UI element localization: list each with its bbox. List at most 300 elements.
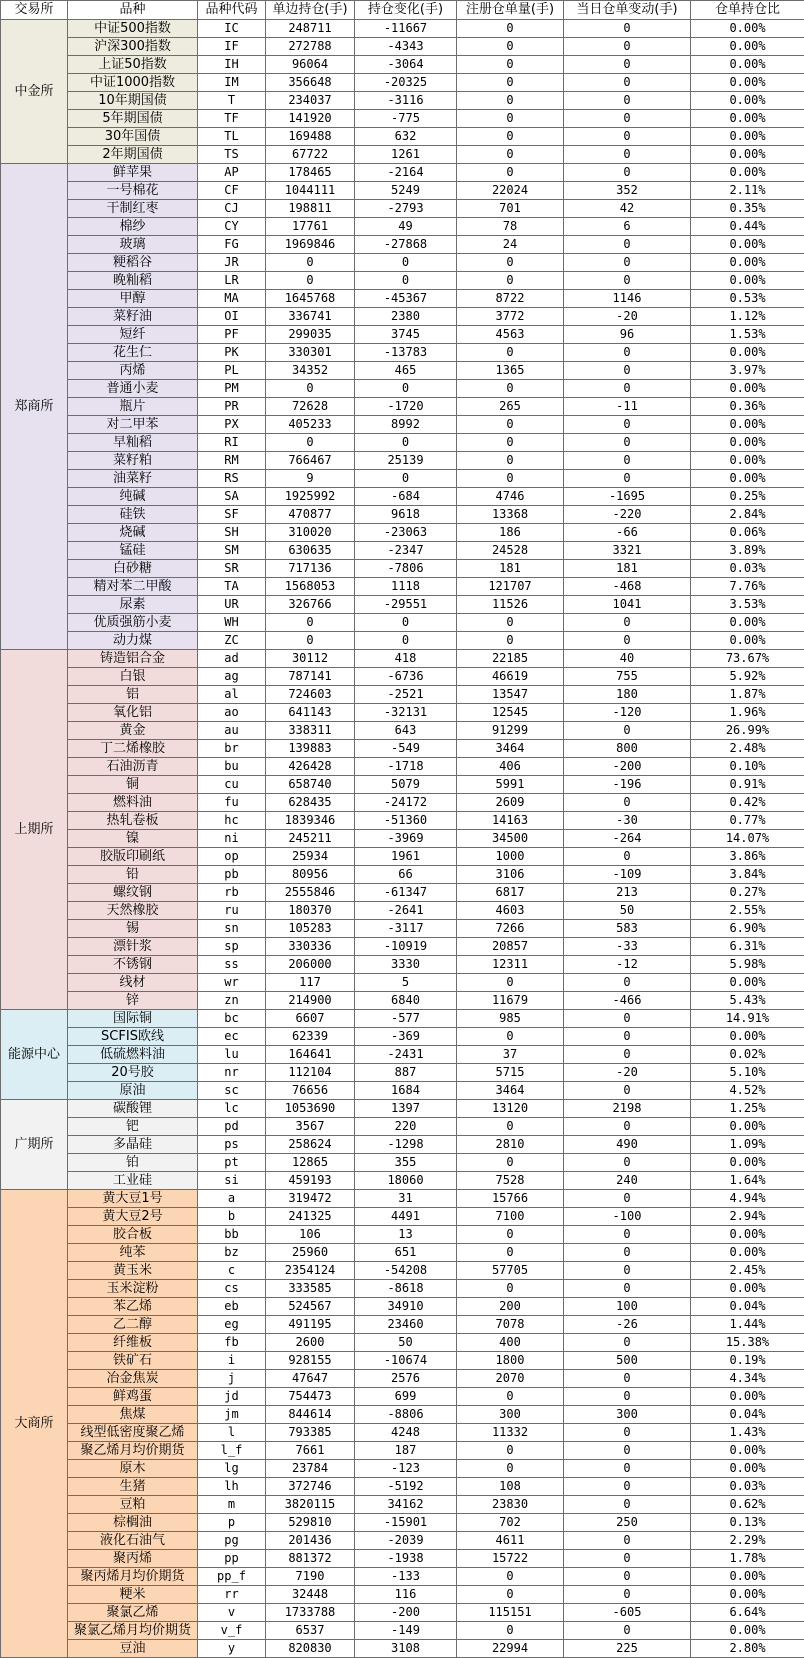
warrant-change-cell: 96 (564, 326, 691, 344)
warrant-ratio-cell: 2.55% (691, 902, 804, 920)
warrants-cell: 57705 (457, 1262, 564, 1280)
warrants-cell: 7078 (457, 1316, 564, 1334)
warrant-ratio-cell: 5.10% (691, 1064, 804, 1082)
warrant-change-cell: 0 (564, 1010, 691, 1028)
warrants-cell: 0 (457, 74, 564, 92)
code-cell: op (198, 848, 266, 866)
warrants-cell: 0 (457, 1118, 564, 1136)
warrant-ratio-cell: 0.77% (691, 812, 804, 830)
warrant-ratio-cell: 0.00% (691, 416, 804, 434)
table-row (1, 668, 804, 686)
warrant-ratio-cell: 0.00% (691, 1280, 804, 1298)
warrants-cell: 186 (457, 524, 564, 542)
warrant-ratio-cell: 0.00% (691, 38, 804, 56)
variety-cell: 生猪 (68, 1478, 198, 1496)
code-cell: bu (198, 758, 266, 776)
table-row (1, 254, 804, 272)
code-cell: TF (198, 110, 266, 128)
warrant-change-cell: 0 (564, 452, 691, 470)
open-interest-cell: 214900 (266, 992, 355, 1010)
warrant-ratio-cell: 5.98% (691, 956, 804, 974)
warrant-ratio-cell: 0.00% (691, 1244, 804, 1262)
variety-cell: 普通小麦 (68, 380, 198, 398)
warrants-cell: 0 (457, 1280, 564, 1298)
warrants-cell: 0 (457, 632, 564, 650)
open-interest-cell: 787141 (266, 668, 355, 686)
warrant-ratio-cell: 3.89% (691, 542, 804, 560)
code-cell: PM (198, 380, 266, 398)
code-cell: PK (198, 344, 266, 362)
warrants-cell: 400 (457, 1334, 564, 1352)
code-cell: cs (198, 1280, 266, 1298)
warrants-cell: 0 (457, 1028, 564, 1046)
warrant-change-cell: 0 (564, 92, 691, 110)
warrants-cell: 3772 (457, 308, 564, 326)
oi-change-cell: 50 (355, 1334, 457, 1352)
code-cell: sp (198, 938, 266, 956)
open-interest-cell: 62339 (266, 1028, 355, 1046)
variety-cell: 上证50指数 (68, 56, 198, 74)
code-cell: MA (198, 290, 266, 308)
table-row (1, 866, 804, 884)
warrants-cell: 300 (457, 1406, 564, 1424)
variety-cell: 原木 (68, 1460, 198, 1478)
oi-change-cell: 220 (355, 1118, 457, 1136)
warrants-cell: 1365 (457, 362, 564, 380)
variety-cell: 5年期国债 (68, 110, 198, 128)
oi-change-cell: -133 (355, 1568, 457, 1586)
variety-cell: 天然橡胶 (68, 902, 198, 920)
warrants-cell: 406 (457, 758, 564, 776)
table-row (1, 1352, 804, 1370)
warrant-ratio-cell: 0.00% (691, 1118, 804, 1136)
oi-change-cell: 6840 (355, 992, 457, 1010)
open-interest-cell: 7190 (266, 1568, 355, 1586)
oi-change-cell: 1118 (355, 578, 457, 596)
warrant-change-cell: 0 (564, 1082, 691, 1100)
warrant-ratio-cell: 0.00% (691, 974, 804, 992)
open-interest-cell: 1969846 (266, 236, 355, 254)
warrant-ratio-cell: 5.43% (691, 992, 804, 1010)
code-cell: pb (198, 866, 266, 884)
open-interest-cell: 47647 (266, 1370, 355, 1388)
open-interest-cell: 6537 (266, 1622, 355, 1640)
variety-cell: 干制红枣 (68, 200, 198, 218)
table-row (1, 326, 804, 344)
table-row (1, 236, 804, 254)
warrant-ratio-cell: 1.87% (691, 686, 804, 704)
code-cell: p (198, 1514, 266, 1532)
open-interest-cell: 169488 (266, 128, 355, 146)
warrant-change-cell: 0 (564, 434, 691, 452)
oi-change-cell: -684 (355, 488, 457, 506)
open-interest-cell: 333585 (266, 1280, 355, 1298)
warrant-ratio-cell: 2.94% (691, 1208, 804, 1226)
oi-change-cell: 66 (355, 866, 457, 884)
warrant-change-cell: 0 (564, 38, 691, 56)
open-interest-cell: 3567 (266, 1118, 355, 1136)
oi-change-cell: -29551 (355, 596, 457, 614)
oi-change-cell: -2431 (355, 1046, 457, 1064)
table-row (1, 776, 804, 794)
warrant-ratio-cell: 0.00% (691, 344, 804, 362)
open-interest-cell: 164641 (266, 1046, 355, 1064)
header-open-interest: 单边持仓(手) (266, 1, 355, 20)
variety-cell: 瓶片 (68, 398, 198, 416)
table-row (1, 632, 804, 650)
table-row (1, 1064, 804, 1082)
open-interest-cell: 338311 (266, 722, 355, 740)
oi-change-cell: 643 (355, 722, 457, 740)
variety-cell: 聚氯乙烯 (68, 1604, 198, 1622)
warrant-ratio-cell: 3.97% (691, 362, 804, 380)
variety-cell: 花生仁 (68, 344, 198, 362)
warrant-change-cell: 0 (564, 1280, 691, 1298)
exchange-cell: 上期所 (1, 650, 68, 1010)
warrant-change-cell: -605 (564, 1604, 691, 1622)
open-interest-cell: 754473 (266, 1388, 355, 1406)
code-cell: eb (198, 1298, 266, 1316)
code-cell: v_f (198, 1622, 266, 1640)
table-row (1, 164, 804, 182)
oi-change-cell: -369 (355, 1028, 457, 1046)
oi-change-cell: -23063 (355, 524, 457, 542)
variety-cell: 晚籼稻 (68, 272, 198, 290)
warrant-change-cell: 3321 (564, 542, 691, 560)
warrants-cell: 265 (457, 398, 564, 416)
table-row (1, 902, 804, 920)
oi-change-cell: 1961 (355, 848, 457, 866)
warrant-ratio-cell: 0.35% (691, 200, 804, 218)
open-interest-cell: 658740 (266, 776, 355, 794)
variety-cell: 中证1000指数 (68, 74, 198, 92)
variety-cell: 锰硅 (68, 542, 198, 560)
open-interest-cell: 372746 (266, 1478, 355, 1496)
code-cell: TL (198, 128, 266, 146)
oi-change-cell: -2164 (355, 164, 457, 182)
warrants-cell: 2609 (457, 794, 564, 812)
code-cell: b (198, 1208, 266, 1226)
warrant-ratio-cell: 0.00% (691, 128, 804, 146)
warrant-ratio-cell: 2.48% (691, 740, 804, 758)
warrants-cell: 0 (457, 416, 564, 434)
code-cell: bz (198, 1244, 266, 1262)
warrant-ratio-cell: 0.00% (691, 272, 804, 290)
oi-change-cell: 0 (355, 614, 457, 632)
warrants-cell: 0 (457, 128, 564, 146)
oi-change-cell: -2347 (355, 542, 457, 560)
code-cell: bc (198, 1010, 266, 1028)
warrant-change-cell: 0 (564, 1118, 691, 1136)
code-cell: pt (198, 1154, 266, 1172)
code-cell: pp (198, 1550, 266, 1568)
warrant-change-cell: -11 (564, 398, 691, 416)
warrant-change-cell: -20 (564, 1064, 691, 1082)
warrant-change-cell: 0 (564, 848, 691, 866)
code-cell: sn (198, 920, 266, 938)
warrant-ratio-cell: 1.09% (691, 1136, 804, 1154)
variety-cell: 粳米 (68, 1586, 198, 1604)
open-interest-cell: 2555846 (266, 884, 355, 902)
variety-cell: 中证500指数 (68, 20, 198, 38)
header-variety: 品种 (68, 1, 198, 20)
warrant-change-cell: 0 (564, 164, 691, 182)
warrants-cell: 0 (457, 1154, 564, 1172)
oi-change-cell: 0 (355, 470, 457, 488)
table-row (1, 1388, 804, 1406)
oi-change-cell: -54208 (355, 1262, 457, 1280)
warrant-change-cell: -466 (564, 992, 691, 1010)
table-row (1, 1172, 804, 1190)
table-row (1, 884, 804, 902)
table-row (1, 992, 804, 1010)
warrants-cell: 37 (457, 1046, 564, 1064)
warrants-cell: 13547 (457, 686, 564, 704)
table-row (1, 650, 804, 668)
warrant-change-cell: 490 (564, 1136, 691, 1154)
table-row (1, 956, 804, 974)
warrant-ratio-cell: 0.42% (691, 794, 804, 812)
exchange-cell: 中金所 (1, 20, 68, 164)
oi-change-cell: -6736 (355, 668, 457, 686)
variety-cell: 聚丙烯月均价期货 (68, 1568, 198, 1586)
warrant-ratio-cell: 14.07% (691, 830, 804, 848)
warrants-cell: 2810 (457, 1136, 564, 1154)
open-interest-cell: 793385 (266, 1424, 355, 1442)
table-row (1, 380, 804, 398)
open-interest-cell: 405233 (266, 416, 355, 434)
table-row (1, 848, 804, 866)
code-cell: sc (198, 1082, 266, 1100)
oi-change-cell: -10919 (355, 938, 457, 956)
warrants-cell: 0 (457, 272, 564, 290)
warrant-change-cell: -468 (564, 578, 691, 596)
warrants-cell: 0 (457, 974, 564, 992)
table-row (1, 596, 804, 614)
open-interest-cell: 881372 (266, 1550, 355, 1568)
code-cell: CF (198, 182, 266, 200)
warrants-cell: 24 (457, 236, 564, 254)
warrant-change-cell: 0 (564, 614, 691, 632)
warrant-ratio-cell: 2.84% (691, 506, 804, 524)
warrants-cell: 3464 (457, 740, 564, 758)
oi-change-cell: 418 (355, 650, 457, 668)
code-cell: a (198, 1190, 266, 1208)
warrant-ratio-cell: 0.00% (691, 1388, 804, 1406)
code-cell: rr (198, 1586, 266, 1604)
open-interest-cell: 1925992 (266, 488, 355, 506)
open-interest-cell: 356648 (266, 74, 355, 92)
open-interest-cell: 7661 (266, 1442, 355, 1460)
oi-change-cell: -10674 (355, 1352, 457, 1370)
warrant-change-cell: -26 (564, 1316, 691, 1334)
open-interest-cell: 1839346 (266, 812, 355, 830)
oi-change-cell: -775 (355, 110, 457, 128)
warrants-cell: 0 (457, 38, 564, 56)
variety-cell: 铝 (68, 686, 198, 704)
code-cell: PF (198, 326, 266, 344)
oi-change-cell: -7806 (355, 560, 457, 578)
warrant-change-cell: -200 (564, 758, 691, 776)
code-cell: IM (198, 74, 266, 92)
open-interest-cell: 178465 (266, 164, 355, 182)
warrants-cell: 121707 (457, 578, 564, 596)
warrants-cell: 0 (457, 92, 564, 110)
table-body (1, 20, 804, 1658)
variety-cell: 对二甲苯 (68, 416, 198, 434)
code-cell: IF (198, 38, 266, 56)
open-interest-cell: 299035 (266, 326, 355, 344)
table-row (1, 1136, 804, 1154)
variety-cell: 热轧卷板 (68, 812, 198, 830)
warrant-ratio-cell: 0.00% (691, 20, 804, 38)
table-row (1, 1298, 804, 1316)
code-cell: zn (198, 992, 266, 1010)
code-cell: nr (198, 1064, 266, 1082)
warrant-ratio-cell: 0.02% (691, 1046, 804, 1064)
warrant-change-cell: -196 (564, 776, 691, 794)
warrant-ratio-cell: 0.00% (691, 74, 804, 92)
oi-change-cell: -200 (355, 1604, 457, 1622)
code-cell: ni (198, 830, 266, 848)
code-cell: ru (198, 902, 266, 920)
warrants-cell: 181 (457, 560, 564, 578)
open-interest-cell: 0 (266, 254, 355, 272)
code-cell: SH (198, 524, 266, 542)
oi-change-cell: -61347 (355, 884, 457, 902)
warrant-change-cell: 225 (564, 1640, 691, 1658)
code-cell: CY (198, 218, 266, 236)
warrant-change-cell: 0 (564, 1478, 691, 1496)
warrant-ratio-cell: 0.00% (691, 1586, 804, 1604)
warrant-change-cell: 42 (564, 200, 691, 218)
variety-cell: 氧化铝 (68, 704, 198, 722)
variety-cell: 纤维板 (68, 1334, 198, 1352)
warrants-cell: 115151 (457, 1604, 564, 1622)
warrant-change-cell: 100 (564, 1298, 691, 1316)
code-cell: cu (198, 776, 266, 794)
warrants-cell: 3106 (457, 866, 564, 884)
oi-change-cell: 31 (355, 1190, 457, 1208)
open-interest-cell: 319472 (266, 1190, 355, 1208)
table-row (1, 1118, 804, 1136)
warrant-ratio-cell: 1.53% (691, 326, 804, 344)
oi-change-cell: 3108 (355, 1640, 457, 1658)
code-cell: hc (198, 812, 266, 830)
warrants-cell: 5715 (457, 1064, 564, 1082)
variety-cell: 国际铜 (68, 1010, 198, 1028)
code-cell: lh (198, 1478, 266, 1496)
warrant-change-cell: 0 (564, 1046, 691, 1064)
open-interest-cell: 1044111 (266, 182, 355, 200)
warrant-ratio-cell: 0.00% (691, 380, 804, 398)
open-interest-cell: 17761 (266, 218, 355, 236)
oi-change-cell: 18060 (355, 1172, 457, 1190)
oi-change-cell: -32131 (355, 704, 457, 722)
warrants-cell: 11332 (457, 1424, 564, 1442)
open-interest-cell: 641143 (266, 704, 355, 722)
oi-change-cell: 0 (355, 272, 457, 290)
open-interest-cell: 426428 (266, 758, 355, 776)
variety-cell: 菜籽油 (68, 308, 198, 326)
warrants-cell: 0 (457, 452, 564, 470)
variety-cell: 10年期国债 (68, 92, 198, 110)
warrant-ratio-cell: 0.00% (691, 254, 804, 272)
variety-cell: 丁二烯橡胶 (68, 740, 198, 758)
variety-cell: 粳稻谷 (68, 254, 198, 272)
warrants-cell: 0 (457, 20, 564, 38)
variety-cell: 低硫燃料油 (68, 1046, 198, 1064)
oi-change-cell: -13783 (355, 344, 457, 362)
code-cell: TA (198, 578, 266, 596)
warrant-change-cell: 0 (564, 128, 691, 146)
warrant-ratio-cell: 0.00% (691, 470, 804, 488)
warrant-ratio-cell: 0.04% (691, 1298, 804, 1316)
open-interest-cell: 76656 (266, 1082, 355, 1100)
table-row (1, 794, 804, 812)
warrant-change-cell: 0 (564, 1568, 691, 1586)
table-row (1, 1370, 804, 1388)
warrant-change-cell: -30 (564, 812, 691, 830)
warrants-cell: 200 (457, 1298, 564, 1316)
open-interest-cell: 12865 (266, 1154, 355, 1172)
variety-cell: 锡 (68, 920, 198, 938)
code-cell: ag (198, 668, 266, 686)
warrant-ratio-cell: 0.00% (691, 434, 804, 452)
table-row (1, 470, 804, 488)
code-cell: pd (198, 1118, 266, 1136)
code-cell: WH (198, 614, 266, 632)
code-cell: ao (198, 704, 266, 722)
variety-cell: 尿素 (68, 596, 198, 614)
warrant-ratio-cell: 3.84% (691, 866, 804, 884)
open-interest-cell: 2354124 (266, 1262, 355, 1280)
table-row (1, 1550, 804, 1568)
oi-change-cell: 9618 (355, 506, 457, 524)
table-row (1, 1532, 804, 1550)
code-cell: OI (198, 308, 266, 326)
warrant-ratio-cell: 4.94% (691, 1190, 804, 1208)
warrant-ratio-cell: 0.04% (691, 1406, 804, 1424)
code-cell: T (198, 92, 266, 110)
warrant-change-cell: -1695 (564, 488, 691, 506)
table-row (1, 542, 804, 560)
warrant-change-cell: -20 (564, 308, 691, 326)
oi-change-cell: 0 (355, 380, 457, 398)
warrants-cell: 4611 (457, 1532, 564, 1550)
code-cell: ec (198, 1028, 266, 1046)
warrants-cell: 78 (457, 218, 564, 236)
warrant-ratio-cell: 6.64% (691, 1604, 804, 1622)
header-warrants: 注册仓单量(手) (457, 1, 564, 20)
oi-change-cell: -27868 (355, 236, 457, 254)
variety-cell: 棉纱 (68, 218, 198, 236)
exchange-cell: 大商所 (1, 1190, 68, 1658)
warrant-ratio-cell: 7.76% (691, 578, 804, 596)
warrants-cell: 0 (457, 146, 564, 164)
open-interest-cell: 717136 (266, 560, 355, 578)
warrant-change-cell: 0 (564, 1532, 691, 1550)
warrant-ratio-cell: 1.25% (691, 1100, 804, 1118)
open-interest-cell: 491195 (266, 1316, 355, 1334)
warrant-change-cell: -33 (564, 938, 691, 956)
oi-change-cell: -3969 (355, 830, 457, 848)
warrant-ratio-cell: 0.03% (691, 560, 804, 578)
variety-cell: 聚乙烯月均价期货 (68, 1442, 198, 1460)
code-cell: ss (198, 956, 266, 974)
open-interest-cell: 928155 (266, 1352, 355, 1370)
code-cell: si (198, 1172, 266, 1190)
